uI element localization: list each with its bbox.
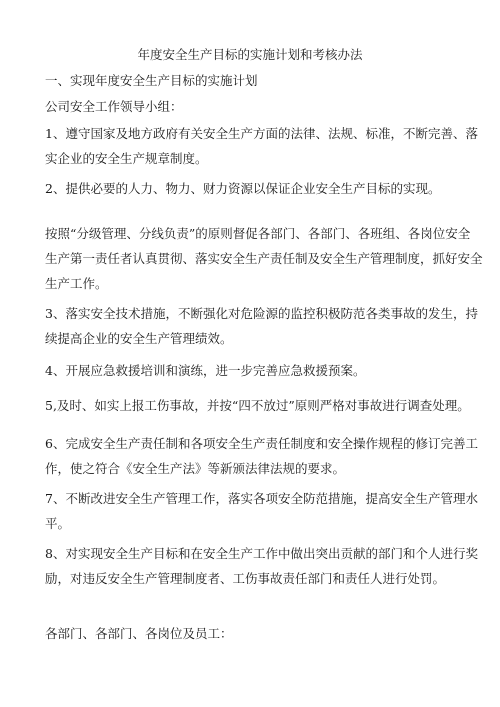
document-title: 年度安全生产目标的实施计划和考核办法: [137, 47, 363, 62]
item-8-line-1: 7、不断改进安全生产管理工作，落实各项安全防范措施，提高安全生产管理水: [45, 491, 478, 506]
item-6-line-1: 5,及时、如实上报工伤事故，并按“四不放过”原则严格对事故进行调查处理。: [45, 398, 470, 413]
item-8-line-2: 平。: [45, 516, 71, 531]
group-label: 公司安全工作领导小组：: [45, 99, 183, 114]
item-3-line-1: 按照“分级管理、分线负责”的原则督促各部门、各部门、各班组、各岗位安全: [45, 226, 471, 241]
item-9-line-2: 励，对违反安全生产管理制度者、工伤事故责任部门和责任人进行处罚。: [45, 571, 446, 586]
item-5-line-1: 4、开展应急救援培训和演练，进一步完善应急救援预案。: [45, 363, 366, 378]
item-7-line-1: 6、完成安全生产责任制和各项安全生产责任制度和安全操作规程的修订完善工: [45, 436, 478, 451]
item-3-line-2: 生产第一责任者认真贯彻、落实安全生产责任制及安全生产管理制度，抓好安全: [45, 251, 483, 266]
item-4-line-2: 续提高企业的安全生产管理绩效。: [45, 331, 233, 346]
item-2-line-1: 2、提供必要的人力、物力、财力资源以保证企业安全生产目标的实现。: [45, 181, 441, 196]
item-3-line-3: 生产工作。: [45, 276, 108, 291]
item-9-line-1: 8、对实现安全生产目标和在安全生产工作中做出突出贡献的部门和个人进行奖: [45, 546, 478, 561]
item-7-line-2: 作，使之符合《安全生产法》等新颁法律法规的要求。: [45, 461, 346, 476]
section-heading: 一、实现年度安全生产目标的实施计划: [45, 73, 258, 88]
item-4-line-1: 3、落实安全技术措施，不断强化对危险源的监控积极防范各类事故的发生，持: [45, 306, 478, 321]
staff-label: 各部门、各部门、各岗位及员工：: [45, 626, 233, 641]
item-1-line-2: 实企业的安全生产规章制度。: [45, 151, 208, 166]
item-1-line-1: 1、遵守国家及地方政府有关安全生产方面的法律、法规、标准，不断完善、落: [45, 126, 478, 141]
